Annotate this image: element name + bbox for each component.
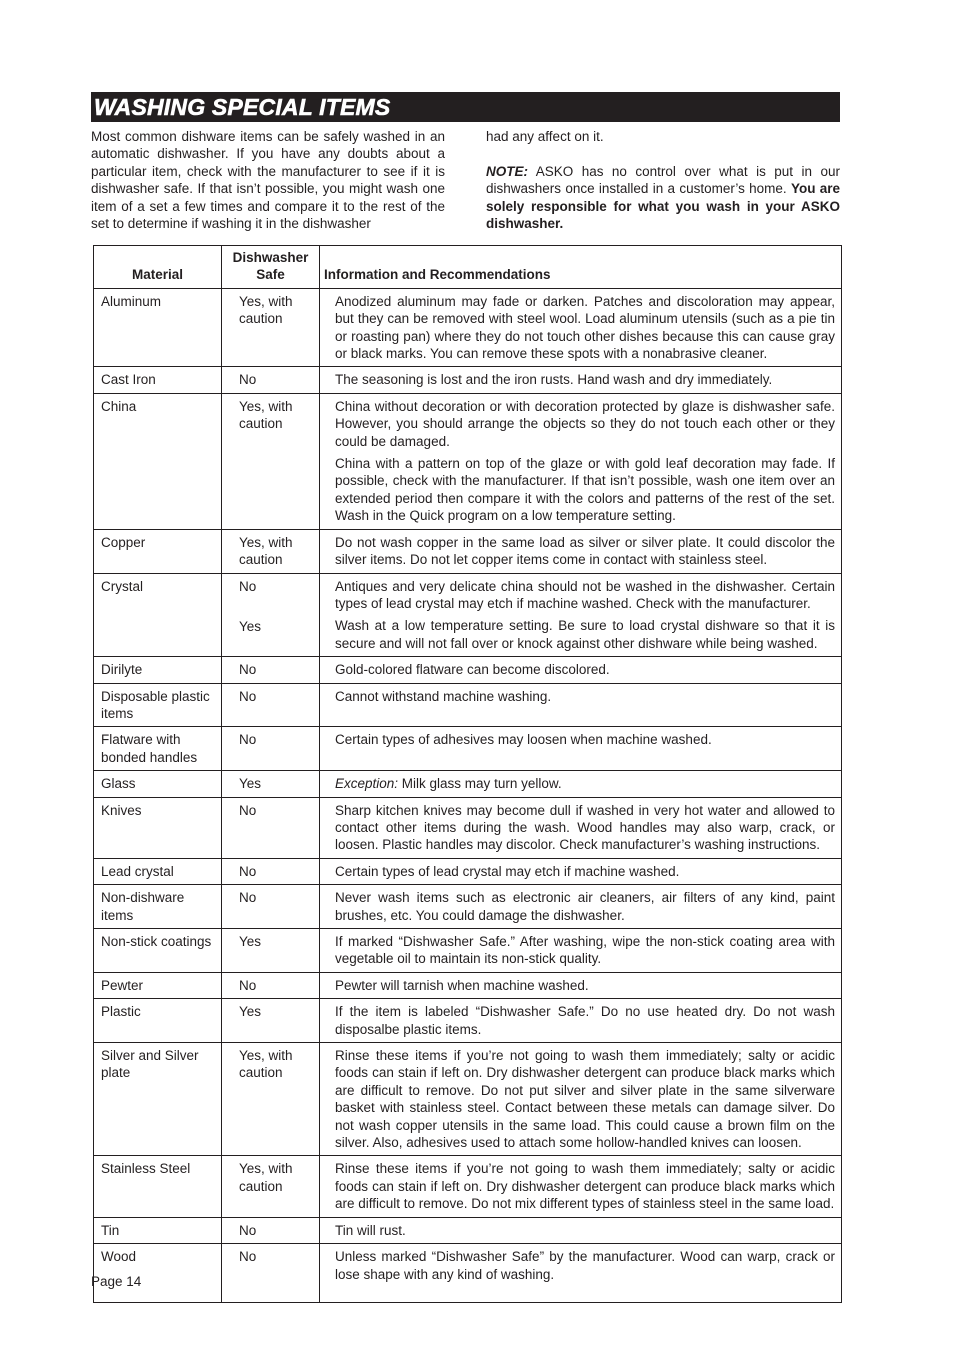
- material-cell: Wood: [94, 1244, 222, 1303]
- header-dishwasher-safe: Dishwasher Safe: [222, 246, 320, 289]
- safe-cell: Yes: [222, 771, 320, 797]
- safe-cell: No: [222, 885, 320, 929]
- table-row: [94, 972, 842, 998]
- info-cell: Pewter will tarnish when machine washed.: [320, 972, 842, 998]
- material-cell: Knives: [94, 797, 222, 858]
- material-cell: Stainless Steel: [94, 1156, 222, 1217]
- safe-cell: Yes, with caution: [222, 1043, 320, 1156]
- table-row: [94, 797, 842, 858]
- info-cell: [320, 771, 842, 797]
- header-information: Information and Recommendations: [320, 246, 842, 289]
- intro-right-column: [486, 128, 840, 232]
- info-paragraph: Wash at a low temperature setting. Be sure to load crystal dishware so that it is secure and will not fall over or knock against other dishware while being washed.: [335, 618, 835, 651]
- table-row: [94, 529, 842, 573]
- safe-cell: No: [222, 727, 320, 771]
- info-cell: [320, 573, 842, 657]
- material-cell: Copper: [94, 529, 222, 573]
- info-paragraph: China without decoration or with decoration protected by glaze is dishwasher safe. However, you should arrange the objects so they do not touch each other or they could be damaged.: [335, 398, 835, 449]
- table-row: [94, 999, 842, 1043]
- table-row: [94, 885, 842, 929]
- exception-label: Exception:: [335, 776, 399, 792]
- intro-paragraph: Most common dishware items can be safely washed in an automatic dishwasher. If you have any doubts about a particular item, check with the manufacturer to see if it is dishwasher safe. If that isn’t possible, you might wash one item of a set a few times and compare it to the rest of the set to determine if washing it in the dishwasher: [91, 129, 445, 232]
- info-cell: [320, 393, 842, 529]
- info-text: Milk glass may turn yellow.: [398, 776, 562, 792]
- safe-cell: Yes: [222, 929, 320, 973]
- material-cell: China: [94, 393, 222, 529]
- material-cell: Lead crystal: [94, 858, 222, 884]
- safe-cell: No: [222, 367, 320, 393]
- note-text: ASKO has no control over what is put in our dishwashers once installed in a customer’s home.: [486, 163, 840, 197]
- info-cell: Anodized aluminum may fade or darken. Patches and discoloration may appear, but they can be removed with steel wool. Load aluminum utensils (such as a pie tin or roasting pan) where they do not touch other dishes because this can cause gray or black marks. You can remove these spots with a nonabrasive cleaner.: [320, 288, 842, 367]
- intro-continuation: had any affect on it.: [486, 129, 604, 144]
- material-cell: Glass: [94, 771, 222, 797]
- material-cell: Plastic: [94, 999, 222, 1043]
- material-cell: Silver and Silver plate: [94, 1043, 222, 1156]
- section-title: WASHING SPECIAL ITEMS: [94, 94, 391, 120]
- safe-cell: No: [222, 1244, 320, 1303]
- info-cell: Rinse these items if you’re not going to wash them immediately; salty or acidic foods can stain if left on. Dry dishwasher detergent can produce black marks which are difficult to remove. Do not put silver and silver plate in the same silverware basket with stainless steel. Contact between these metals can damage silver. Do not wash copper utensils in the same load. This could cause a brown film on the silver. Also, adhesives used to attach some hollow-handled knives can loosen.: [320, 1043, 842, 1156]
- info-cell: If the item is labeled “Dishwasher Safe.” Do no use heated dry. Do not wash disposalbe plastic items.: [320, 999, 842, 1043]
- table-row: [94, 1244, 842, 1303]
- note-bold-text: You are solely responsible for what you wash in your ASKO dishwasher.: [486, 181, 841, 232]
- material-cell: Cast Iron: [94, 367, 222, 393]
- safe-cell: Yes, with caution: [222, 1156, 320, 1217]
- info-paragraph: Antiques and very delicate china should not be washed in the dishwasher. Certain types of lead crystal may etch if machine washed. Check with the manufacturer.: [335, 578, 835, 611]
- info-cell: The seasoning is lost and the iron rusts. Hand wash and dry immediately.: [320, 367, 842, 393]
- header-material: Material: [94, 246, 222, 289]
- info-cell: Tin will rust.: [320, 1217, 842, 1243]
- table-row: [94, 657, 842, 683]
- table-row: [94, 929, 842, 973]
- note-paragraph: [486, 163, 840, 233]
- page-number: Page 14: [91, 1274, 142, 1289]
- info-cell: Sharp kitchen knives may become dull if washed in very hot water and allowed to contact other items during the wash. Wood handles may also warp, crack, or loosen. Plastic handles may discolor. Check manufacturer’s washing instructions.: [320, 797, 842, 858]
- table-row: [94, 288, 842, 367]
- table-row: [94, 1217, 842, 1243]
- table-row: [94, 1043, 842, 1156]
- material-cell: Non-dishware items: [94, 885, 222, 929]
- material-cell: Disposable plastic items: [94, 683, 222, 727]
- table-row: [94, 573, 842, 657]
- info-cell: Gold-colored flatware can become discolored.: [320, 657, 842, 683]
- note-label: NOTE:: [486, 163, 528, 179]
- table-row: [94, 683, 842, 727]
- safe-cell: No: [222, 858, 320, 884]
- safe-cell: No: [222, 683, 320, 727]
- material-cell: Non-stick coatings: [94, 929, 222, 973]
- safe-cell: No: [222, 657, 320, 683]
- special-items-table: [93, 245, 842, 1303]
- safe-cell: [222, 573, 320, 657]
- safe-cell: Yes, with caution: [222, 288, 320, 367]
- safe-cell: Yes, with caution: [222, 529, 320, 573]
- info-cell: Certain types of lead crystal may etch if machine washed.: [320, 858, 842, 884]
- info-cell: Certain types of adhesives may loosen when machine washed.: [320, 727, 842, 771]
- safe-value: Yes: [239, 618, 262, 634]
- material-cell: Pewter: [94, 972, 222, 998]
- safe-value: No: [239, 578, 257, 594]
- material-cell: Flatware with bonded handles: [94, 727, 222, 771]
- table-row: [94, 1156, 842, 1217]
- table-row: [94, 771, 842, 797]
- safe-cell: No: [222, 972, 320, 998]
- safe-cell: No: [222, 797, 320, 858]
- info-cell: Unless marked “Dishwasher Safe” by the manufacturer. Wood can warp, crack or lose shape with any kind of washing.: [320, 1244, 842, 1303]
- info-paragraph: China with a pattern on top of the glaze or with gold leaf decoration may fade. If possible, check with the manufacturer. If that isn’t possible, wash one item over an extended period then compare it with the colors and patterns of the rest of the set. Wash in the Quick program on a low temperature setting.: [335, 456, 835, 524]
- safe-cell: Yes, with caution: [222, 393, 320, 529]
- info-cell: If marked “Dishwasher Safe.” After washing, wipe the non-stick coating area with vegetable oil to maintain its non-stick quality.: [320, 929, 842, 973]
- table-row: [94, 858, 842, 884]
- safe-cell: No: [222, 1217, 320, 1243]
- section-title-bar: [91, 92, 840, 122]
- material-cell: Crystal: [94, 573, 222, 657]
- material-cell: Aluminum: [94, 288, 222, 367]
- info-cell: Never wash items such as electronic air cleaners, air filters of any kind, paint brushes, etc. You could damage the dishwasher.: [320, 885, 842, 929]
- info-cell: Cannot withstand machine washing.: [320, 683, 842, 727]
- material-cell: Tin: [94, 1217, 222, 1243]
- safe-cell: Yes: [222, 999, 320, 1043]
- table-row: [94, 393, 842, 529]
- material-cell: Dirilyte: [94, 657, 222, 683]
- table-header-row: [94, 246, 842, 289]
- table-row: [94, 367, 842, 393]
- info-cell: Rinse these items if you’re not going to wash them immediately; salty or acidic foods can stain if left on. Dry dishwasher detergent can produce black marks which are difficult to remove. Do not mix different types of stainless steel in the same load.: [320, 1156, 842, 1217]
- table-row: [94, 727, 842, 771]
- info-cell: Do not wash copper in the same load as silver or silver plate. It could discolor the silver items. Do not let copper items come in contact with stainless steel.: [320, 529, 842, 573]
- intro-left-column: [91, 128, 445, 232]
